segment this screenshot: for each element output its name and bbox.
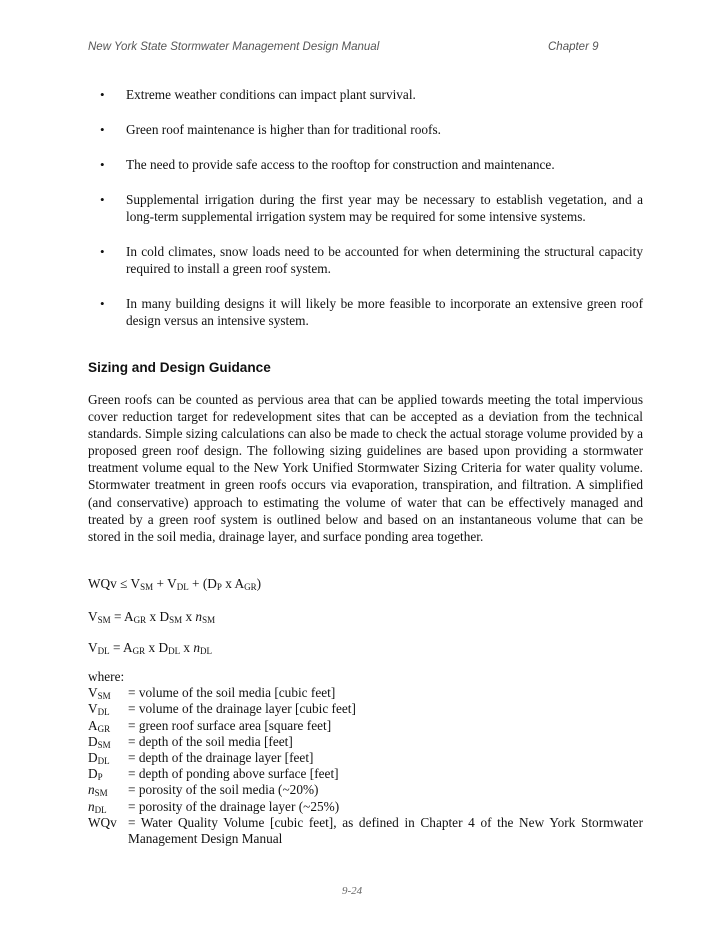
variable-definitions	[88, 669, 643, 849]
bullet-item: • Green roof maintenance is higher than for traditional roofs.	[88, 121, 643, 138]
definition-row: $n_{DL}$ = porosity of the drainage layer (~25%)	[88, 798, 340, 815]
bullet-item: • Extreme weather conditions can impact plant survival.	[88, 86, 643, 103]
bullet-item: • In many building designs it will likely be more feasible to incorporate an extensive green roof design versus an intensive system.	[88, 295, 643, 329]
equation-vdl: $V_{DL} = A_{GR}$ x $D_{DL}$ x $n_{DL}$	[88, 640, 213, 656]
section-heading: Sizing and Design Guidance	[88, 360, 271, 375]
definition-row: $D_{DL}$ = depth of the drainage layer [feet]	[88, 749, 314, 766]
definition-row: $V_{DL}$ = volume of the drainage layer [cubic feet]	[88, 701, 356, 718]
section-paragraph: Green roofs can be counted as pervious area that can be applied towards meeting the total impervious cover reduction target for redevelopment sites that can be accepted as a deviation from the technical standards. Simple sizing calculations can also be made to check the actual storage volume provided by a proposed green roof design. The following sizing guidelines are based upon providing a stormwater treatment volume equal to the New York Unified Stormwater Sizing Criteria for water quality volume. Stormwater treatment in green roofs occurs via evaporation, transpiration, and filtration. A simplified (and conservative) approach to estimating the volume of water that can be effectively managed and treated by a green roof system is outlined below and based on an instantaneous volume that can be stored in the soil media, drainage layer, and surface ponding area together.	[88, 392, 643, 544]
definition-row: $V_{SM}$ = volume of the soil media [cubic feet]	[88, 685, 336, 702]
bullet-item: • The need to provide safe access to the rooftop for construction and maintenance.	[88, 156, 643, 173]
definition-row: $D_{SM}$ = depth of the soil media [feet]	[88, 733, 293, 750]
bullet-item: • In cold climates, snow loads need to be accounted for when determining the structural capacity required to install a green roof system.	[88, 243, 643, 277]
where-label: where:	[88, 669, 125, 684]
definition-row-wqv: WQv = Water Quality Volume [cubic feet], as defined in Chapter 4 of the New York Stormwater Management Design Manual	[88, 814, 643, 846]
definition-row: $n_{SM}$ = porosity of the soil media (~20%)	[88, 782, 319, 799]
bullet-item: • Supplemental irrigation during the first year may be necessary to establish vegetation, and a long-term supplemental irrigation system may be required for some intensive systems.	[88, 191, 643, 225]
definition-row: $D_P$ = depth of ponding above surface [feet]	[88, 766, 339, 783]
equation-wqv: WQv ≤ $V_{SM} + V_{DL} + (D_P$ x $A_{GR}$)	[88, 576, 262, 592]
page-header	[88, 41, 600, 57]
limitations-bullet-list	[88, 86, 643, 347]
header-title: New York State Stormwater Management Design Manual	[88, 41, 380, 53]
page-number: 9-24	[342, 885, 363, 897]
equation-vsm: $V_{SM} = A_{GR}$ x $D_{SM}$ x $n_{SM}$	[88, 609, 216, 625]
definition-row: $A_{GR}$ = green roof surface area [square feet]	[88, 717, 332, 734]
header-chapter: Chapter 9	[548, 41, 599, 53]
